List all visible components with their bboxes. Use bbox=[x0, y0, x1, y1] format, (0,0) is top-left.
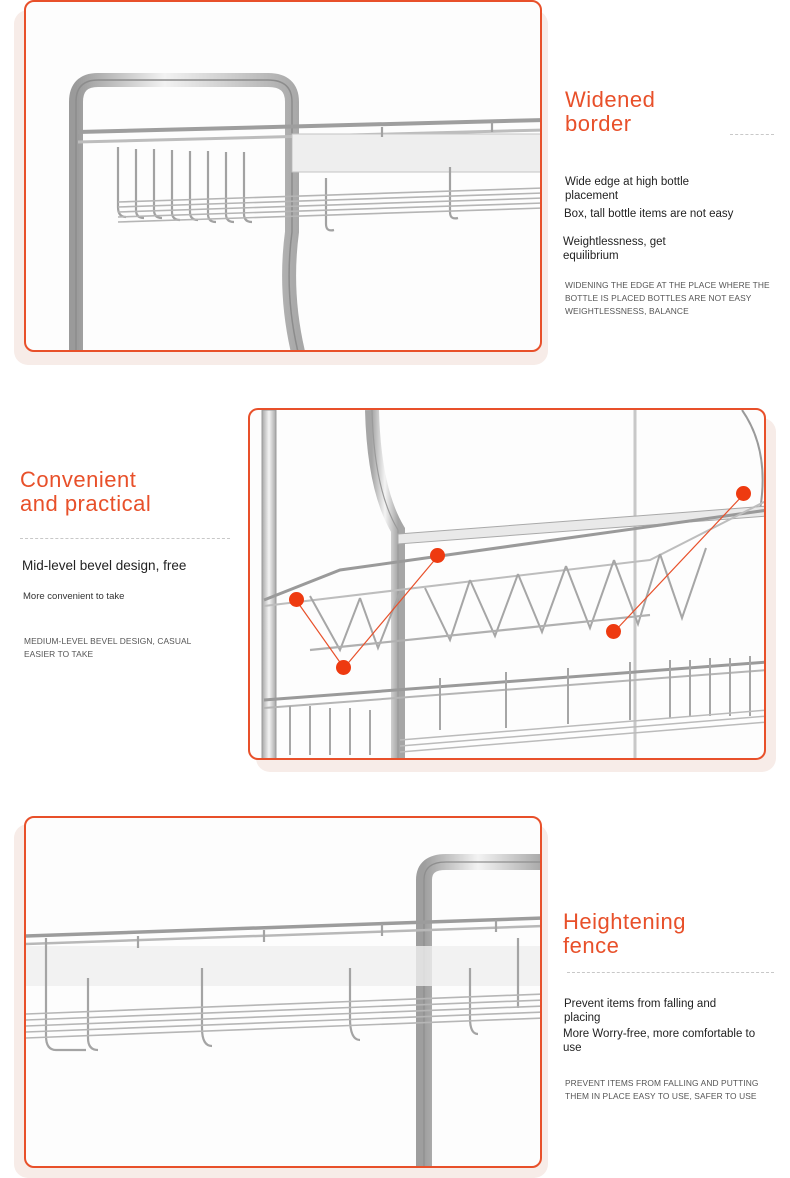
caption-caps: MEDIUM-LEVEL BEVEL DESIGN, CASUAL EASIER TO TAKE bbox=[24, 636, 192, 659]
feature-text-1: Mid-level bevel design, free bbox=[22, 558, 187, 573]
title-line-1: Widened bbox=[565, 87, 656, 112]
title-line-2: border bbox=[565, 111, 632, 136]
highlight-marker bbox=[336, 660, 351, 675]
caption-caps: WIDENING THE EDGE AT THE PLACE WHERE THE BOTTLE IS PLACED BOTTLES ARE NOT EASY WEIGHTLESSNESS, BALANCE bbox=[565, 280, 770, 316]
feature-text-2: Box, tall bottle items are not easy bbox=[564, 208, 734, 220]
divider bbox=[567, 972, 774, 973]
section-title bbox=[563, 910, 686, 958]
title-line-2: and practical bbox=[20, 491, 152, 516]
highlight-marker bbox=[430, 548, 445, 563]
highlight-marker bbox=[736, 486, 751, 501]
feature-text-2: More Worry-free, more comfortable to use bbox=[563, 1028, 756, 1054]
title-line-1: Convenient bbox=[20, 467, 137, 492]
section-heightening-fence bbox=[0, 810, 790, 1178]
feature-text-1: Wide edge at high bottle placement bbox=[565, 176, 690, 202]
section-convenient-practical bbox=[0, 400, 790, 780]
product-image-heightening-fence bbox=[24, 816, 542, 1168]
feature-text-2: More convenient to take bbox=[23, 591, 125, 602]
rack-bevel-illustration bbox=[250, 410, 766, 760]
title-line-1: Heightening bbox=[563, 909, 686, 934]
divider bbox=[730, 134, 774, 135]
title-line-2: fence bbox=[563, 933, 620, 958]
highlight-marker bbox=[606, 624, 621, 639]
highlight-marker bbox=[289, 592, 304, 607]
product-image-widened-border bbox=[24, 0, 542, 352]
rack-top-illustration bbox=[26, 2, 542, 352]
section-widened-border bbox=[0, 0, 790, 370]
feature-text-1: Prevent items from falling and placing bbox=[564, 998, 717, 1024]
caption-caps: PREVENT ITEMS FROM FALLING AND PUTTING THEM IN PLACE EASY TO USE, SAFER TO USE bbox=[565, 1078, 759, 1101]
section-title bbox=[565, 88, 655, 136]
divider bbox=[20, 538, 230, 539]
rack-fence-illustration bbox=[26, 818, 542, 1168]
section-title bbox=[20, 468, 151, 516]
feature-text-3: Weightlessness, get equilibrium bbox=[563, 236, 666, 262]
product-image-convenient bbox=[248, 408, 766, 760]
